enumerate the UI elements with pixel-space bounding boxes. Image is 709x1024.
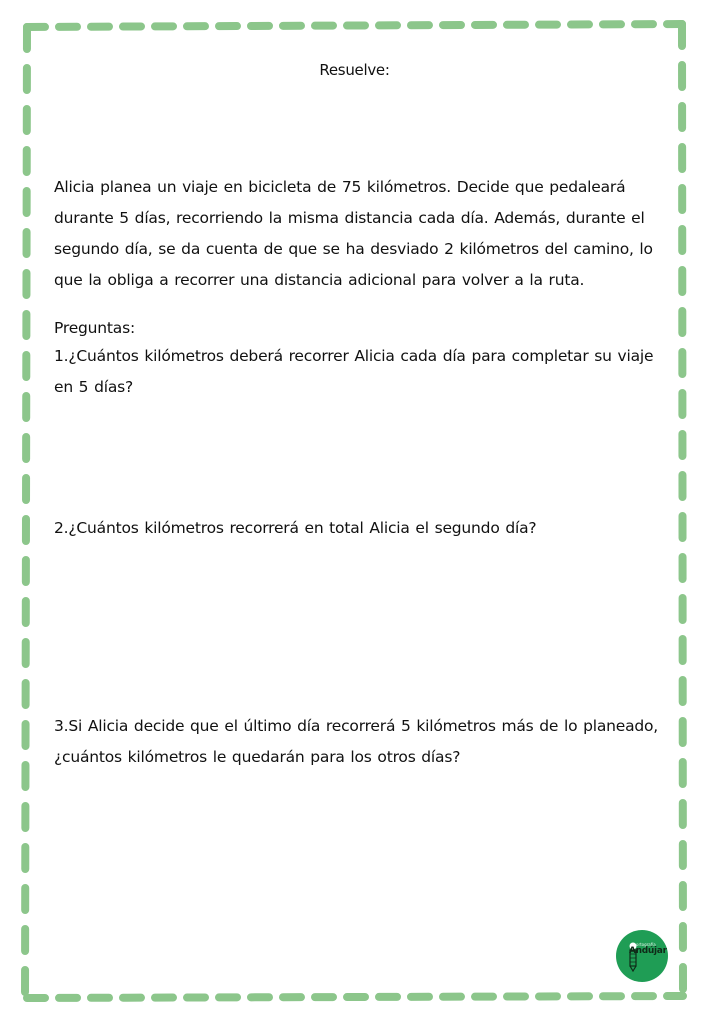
question-line: 3.Si Alicia decide que el último día recorrerá 5 kilómetros más de lo planeado, [54, 717, 659, 735]
questions-heading: Preguntas: [54, 319, 136, 337]
question-line: ¿cuántos kilómetros le quedarán para los otros días? [54, 748, 461, 766]
question-2 [54, 513, 666, 544]
problem-statement [54, 172, 666, 296]
andujar-logo [616, 930, 668, 982]
problem-line: durante 5 días, recorriendo la misma distancia cada día. Además, durante el [54, 209, 645, 227]
problem-line: Alicia planea un viaje en bicicleta de 75 kilómetros. Decide que pedaleará [54, 178, 626, 196]
question-line: 2.¿Cuántos kilómetros recorrerá en total Alicia el segundo día? [54, 519, 537, 537]
problem-line: que la obliga a recorrer una distancia adicional para volver a la ruta. [54, 271, 585, 289]
question-1 [54, 341, 666, 403]
logo-caption: ortografía [636, 942, 656, 947]
page-title: Resuelve: [319, 61, 390, 79]
logo-name: Andújar [629, 946, 667, 956]
problem-line: segundo día, se da cuenta de que se ha desviado 2 kilómetros del camino, lo [54, 240, 653, 258]
question-line: en 5 días? [54, 378, 134, 396]
question-line: 1.¿Cuántos kilómetros deberá recorrer Alicia cada día para completar su viaje [54, 347, 654, 365]
question-3 [54, 711, 666, 773]
